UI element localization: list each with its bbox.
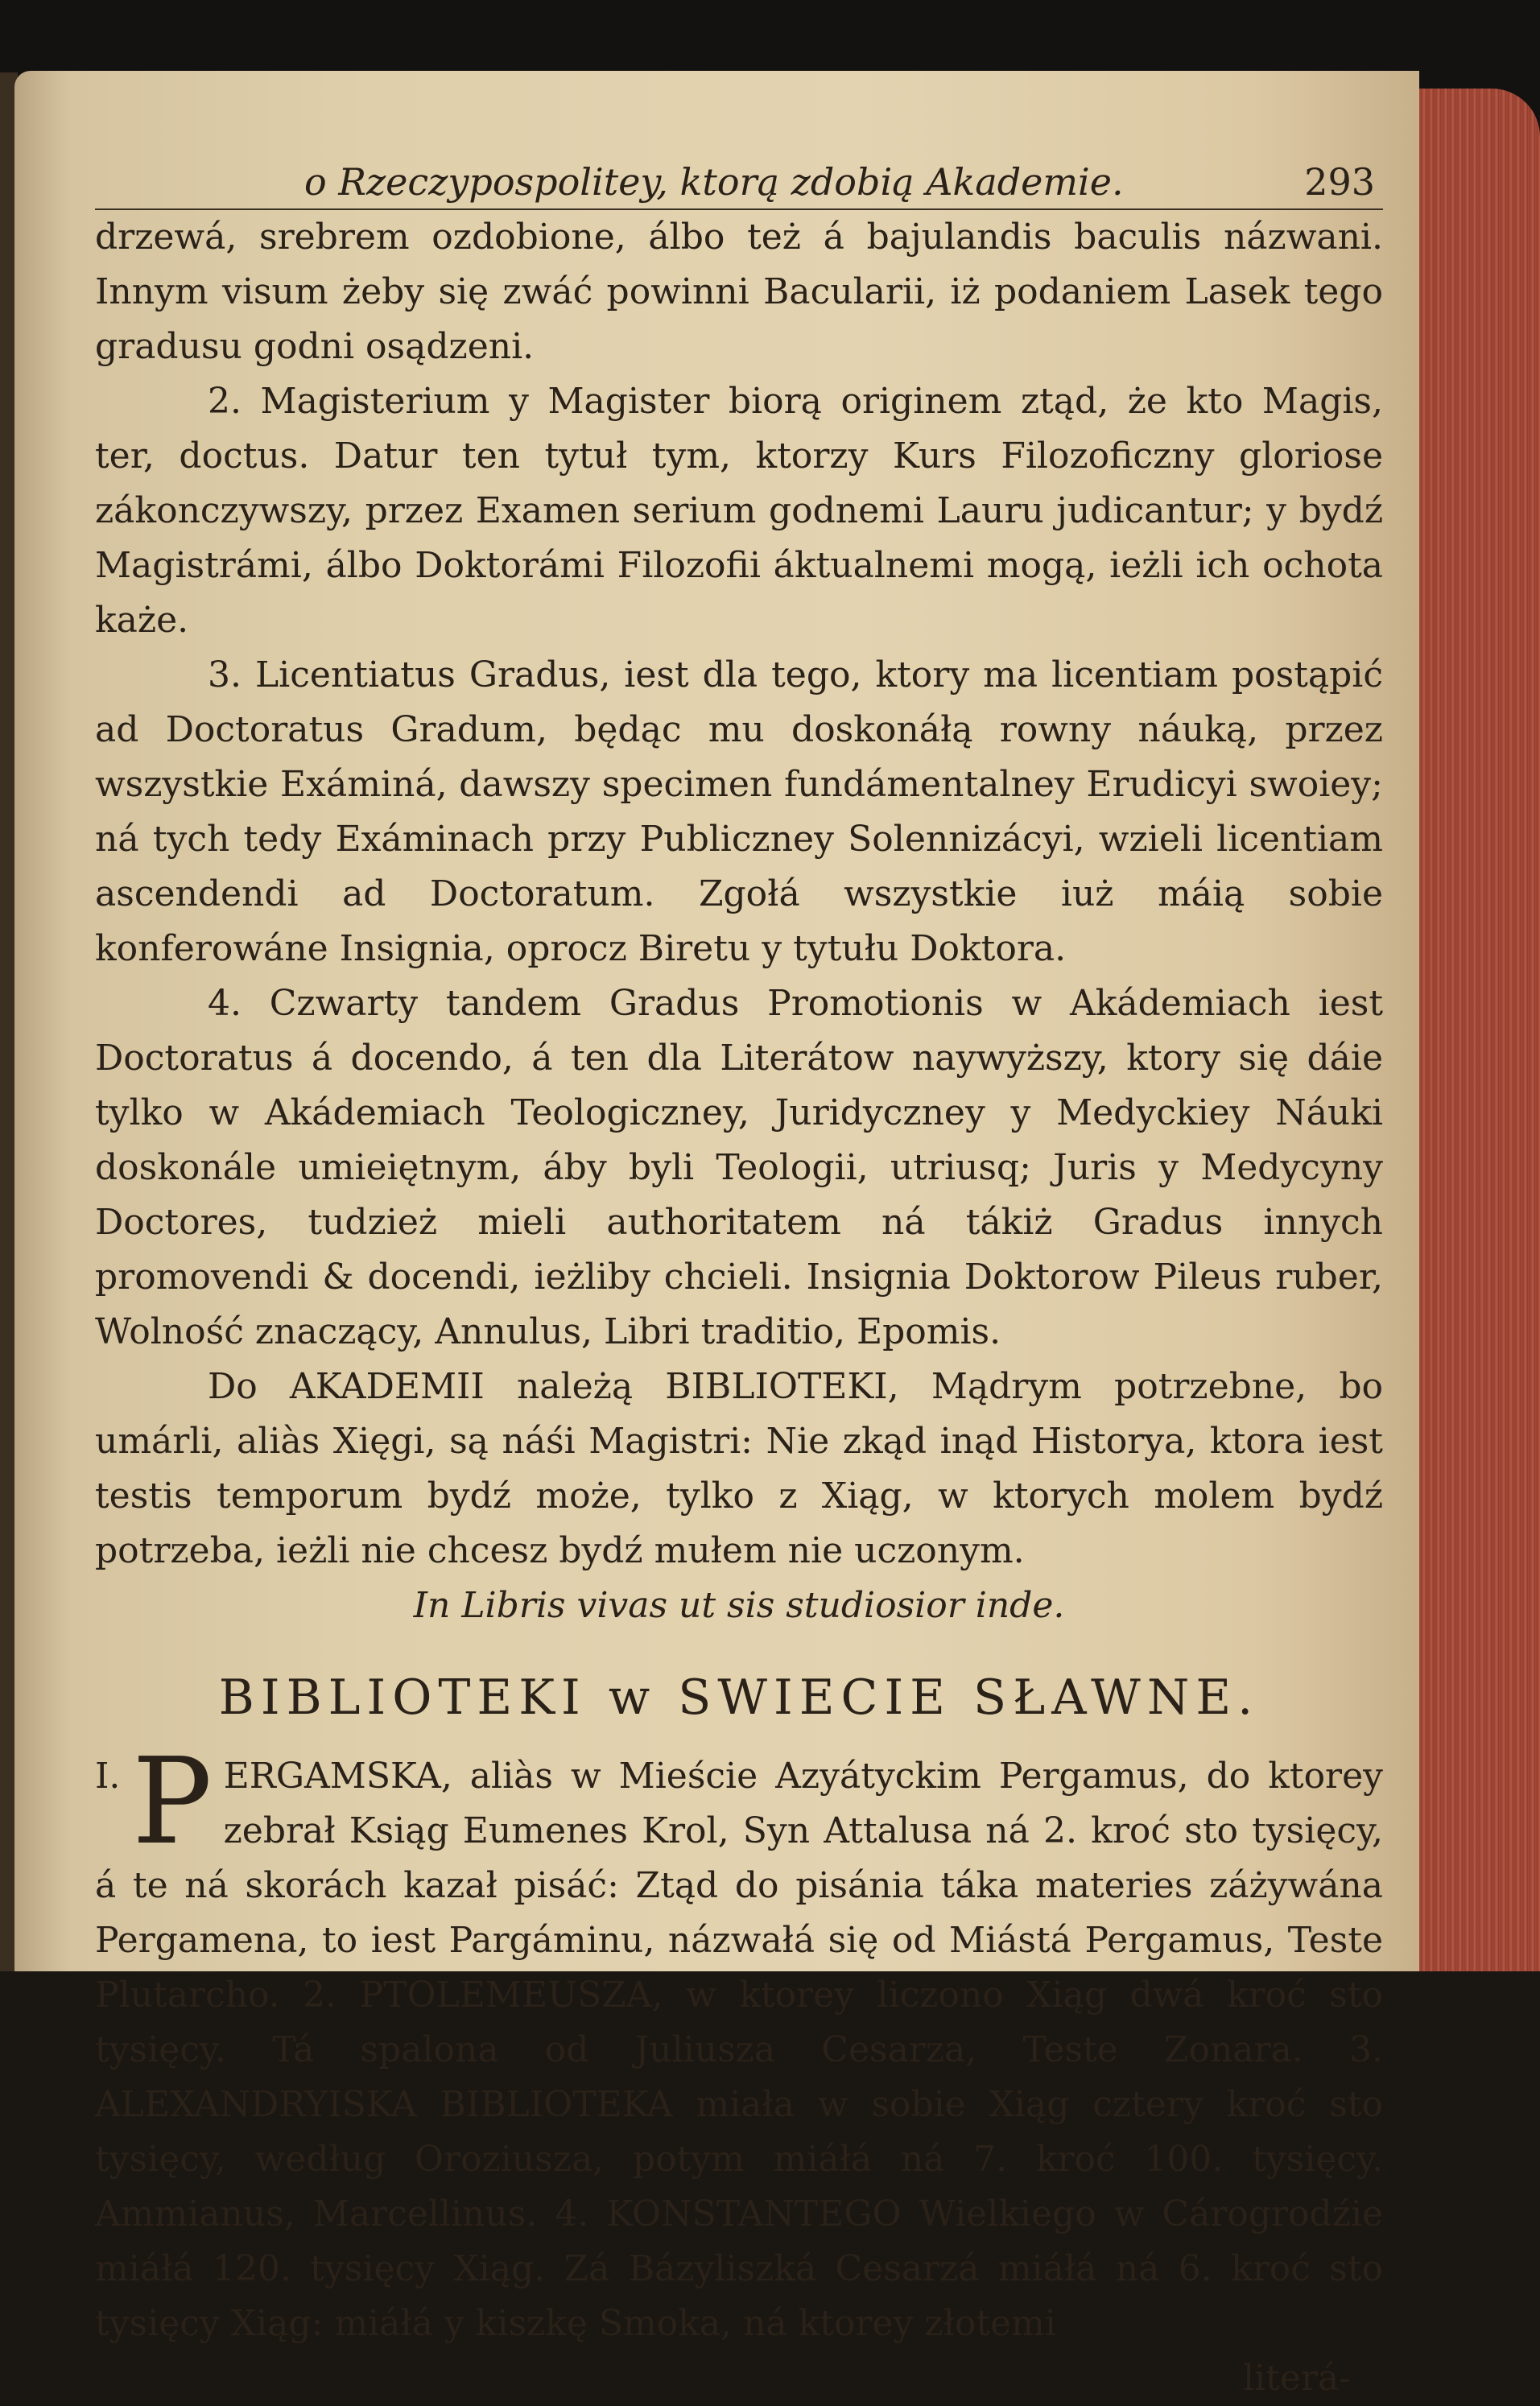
paragraph-5: Do AKADEMII należą BIBLIOTEKI, Mądrym potrzebne, bo umárli, aliàs Xięgi, są náśi Magistri: Nie zkąd inąd Historya, ktora iest testis temporum bydź może, tylko z Xiąg, w ktorych molem bydź potrzeba, ieżli nie chcesz bydź mułem nie uczonym. (95, 1366, 1383, 1571)
paragraph-2: 2. Magisterium y Magister biorą originem ztąd, że kto Magis, ter, doctus. Datur ten tytuł tym, ktorzy Kurs Filozoficzny gloriose zákonczywszy, przez Examen serium godnemi Lauru judicantur; y bydź Magistrámi, álbo Doktorámi Filozofii áktualnemi mogą, ieżli ich ochota każe. (95, 381, 1383, 641)
section-title: BIBLIOTEKI w SWIECIE SŁAWNE. (218, 1669, 1260, 1726)
latin-quote: In Libris vivas ut sis studiosior inde. (413, 1585, 1065, 1626)
section-body (95, 1732, 1383, 2351)
paragraph-4: 4. Czwarty tandem Gradus Promotionis w Akádemiach iest Doctoratus á docendo, á ten dla Literátow naywyższy, ktory się dáie tylko w Akádemiach Teologiczney, Juridyczney y Medyckiey Náuki doskonále umieiętnym, áby byli Teologii, utriusq; Juris y Medycyny Doctores, tudzież mieli authoritatem ná tákiż Gradus innych promovendi & docendi, ieżliby chcieli. Insignia Doktorow Pileus ruber, Wolność znaczący, Annulus, Libri traditio, Epomis. (95, 983, 1383, 1352)
section-number: I. (95, 1756, 121, 1797)
section-text: ERGAMSKA, aliàs w Mieście Azyátyckim Pergamus, do ktorey zebrał Ksiąg Eumenes Krol, Syn Attalusa ná 2. kroć sto tysięcy, á te ná skorách kazał pisáć: Ztąd do pisánia táka materies záżywána Pergamena, to iest Pargáminu, názwałá się od Miástá Pergamus, Teste Plutarcho. 2. PTOLEMEUSZA, w ktorey liczono Xiąg dwá kroć sto tysięcy. Tá spalona od Juliusza Cesarza, Teste Zonara. 3. ALEXANDRYISKA BIBLIOTEKA miała w sobie Xiąg cztery kroć sto tysięcy, według Oroziusza, potym miáłá ná 7. kroć 100. tysięcy. Ammianus, Marcellinus. 4. KONSTANTEGO Wielkiego w Cárogrodźie miáłá 120. tysięcy Xiąg. Zá Bázyliszká Cesarzá miáłá ná 6. kroć sto tysięcy Xiąg: miáłá y kiszkę Smoka, ná ktorey złotemi (95, 1756, 1383, 2344)
page-block-edge (1419, 89, 1540, 1971)
paragraph-3: 3. Licentiatus Gradus, iest dla tego, ktory ma licentiam postąpić ad Doctoratus Gradum, będąc mu doskonáłą rowny náuką, przez wszystkie Exáminá, dawszy specimen fundámentalney Erudicyi swoiey; ná tych tedy Exáminach przy Publiczney Solennizácyi, wzieli licentiam ascendendi ad Doctoratum. Zgołá wszystkie iuż máią sobie konferowáne Insignia, oprocz Biretu y tytułu Doktora. (95, 654, 1383, 969)
paragraph-1: drzewá, srebrem ozdobione, álbo też á bajulandis baculis názwani. Innym visum żeby się zwáć powinni Bacularii, iż podaniem Lasek tego gradusu godni osądzeni. (95, 217, 1383, 367)
running-title: o Rzeczypospolitey, ktorą zdobią Akademie. (304, 160, 1124, 204)
drop-cap: P (132, 1732, 213, 1871)
catchword: literá- (1243, 2358, 1351, 2399)
page-number: 293 (1304, 160, 1375, 204)
running-header (95, 157, 1383, 210)
page-content (95, 157, 1383, 2406)
